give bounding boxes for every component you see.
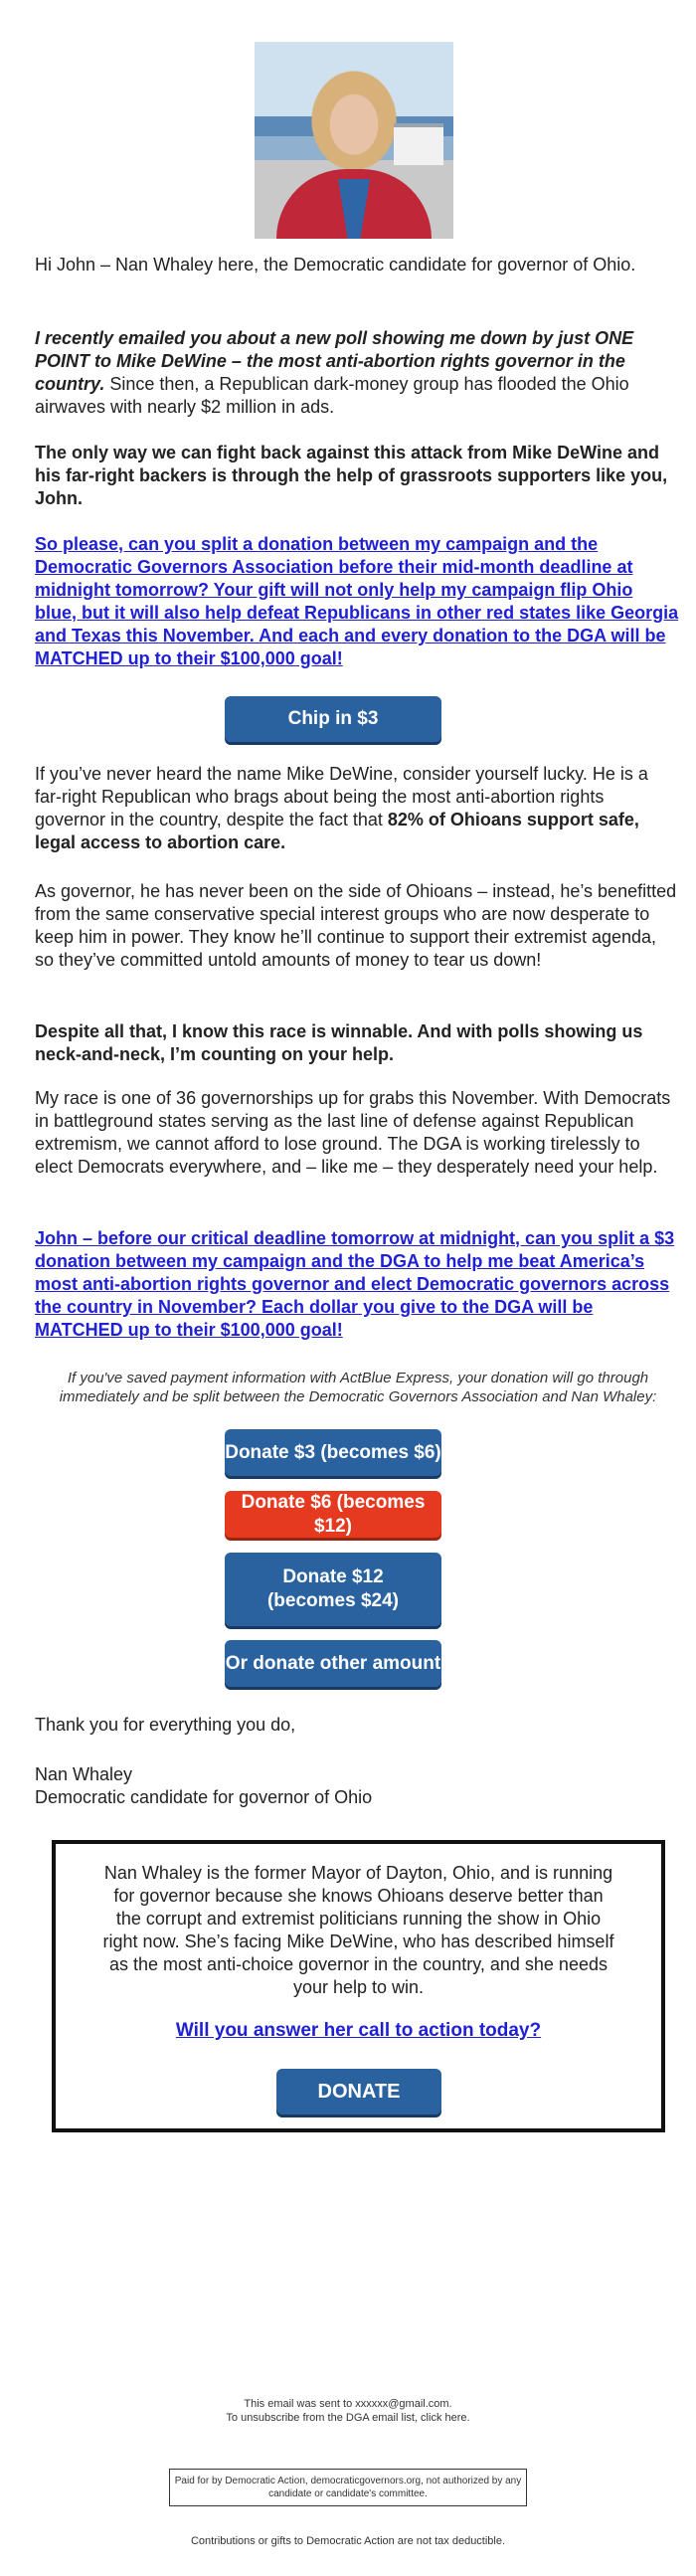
- unsubscribe-link[interactable]: To unsubscribe from the DGA email list, click here.: [226, 2412, 470, 2424]
- poll-emphasis: I recently emailed you about a new poll showing me down by just ONE POINT to Mike DeWine – the most anti-abortion rights governor in the country.: [35, 328, 634, 394]
- governor-paragraph: As governor, he has never been on the side of Ohioans – instead, he’s benefitted from the same conservative special interest groups who are now desperate to keep him in power. They know he’ll continue to support their extremist agenda, so they’ve committed untold amounts of money to tear us down!: [35, 881, 677, 970]
- governorships-paragraph: My race is one of 36 governorships up for grabs this November. With Democrats in battleground states serving as the last line of defense against Republican extremism, we cannot afford to lose ground. The DGA is working tirelessly to elect Democrats everywhere, and – like me – they desperately need your help.: [35, 1088, 671, 1177]
- donate-button[interactable]: DONATE: [276, 2069, 441, 2115]
- paid-for-disclaimer: Paid for by Democratic Action, democraticgovernors.org, not authorized by any candidate or candidate's committee.: [169, 2469, 527, 2506]
- winnable-paragraph: Despite all that, I know this race is winnable. And with polls showing us neck-and-neck, I’m counting on your help.: [35, 1021, 643, 1064]
- donation-ask-link[interactable]: So please, can you split a donation between my campaign and the Democratic Governors Association before their mid-month deadline at midnight tomorrow? Your gift will not only help my campaign flip Ohio blue, but it will also help defeat Republicans in other red states like Georgia and Texas this November. And each and every donation to the DGA will be MATCHED up to their $100,000 goal!: [35, 534, 679, 668]
- actblue-express-note: If you've saved payment information with ActBlue Express, your donation will go through immediately and be split between the Democratic Governors Association and Nan Whaley:: [59, 1370, 657, 1405]
- donate-other-button[interactable]: Or donate other amount: [225, 1640, 441, 1687]
- tax-disclaimer: Contributions or gifts to Democratic Action are not tax deductible.: [190, 2535, 506, 2547]
- donate-6-button[interactable]: Donate $6 (becomes $12): [225, 1491, 441, 1538]
- thanks-text: Thank you for everything you do,: [35, 1715, 296, 1735]
- call-to-action-link[interactable]: Will you answer her call to action today?: [175, 2020, 542, 2041]
- dewine-text: If you’ve never heard the name Mike DeWine, consider yourself lucky. He is a far-right Republican who brags about being the most anti-abortion rights governor in the country, despite the fact that: [35, 764, 648, 829]
- candidate-photo: [255, 42, 453, 239]
- sent-to-text: This email was sent to xxxxxx@gmail.com.: [244, 2398, 452, 2410]
- donate-12-button[interactable]: Donate $12 (becomes $24): [225, 1553, 441, 1626]
- signature-name: Nan Whaley: [35, 1764, 133, 1784]
- fight-back-paragraph: The only way we can fight back against this attack from Mike DeWine and his far-right backers is through the help of grassroots supporters like you, John.: [35, 443, 668, 508]
- chip-in-button[interactable]: Chip in $3: [225, 696, 441, 742]
- bio-box: [52, 1840, 665, 2132]
- signature-title: Democratic candidate for governor of Ohio: [35, 1787, 373, 1807]
- donate-3-button[interactable]: Donate $3 (becomes $6): [225, 1429, 441, 1476]
- poll-paragraph: [35, 327, 679, 419]
- poll-rest: Since then, a Republican dark-money group has flooded the Ohio airwaves with nearly $2 million in ads.: [35, 374, 629, 417]
- dewine-paragraph: [35, 763, 679, 854]
- ohioans-stat: 82% of Ohioans support safe, legal access to abortion care.: [35, 810, 639, 852]
- deadline-ask-link[interactable]: John – before our critical deadline tomorrow at midnight, can you split a $3 donation between my campaign and the DGA to help me beat America’s most anti-abortion rights governor and elect Democratic governors across the country in November? Each dollar you give to the DGA will be MATCHED up to their $100,000 goal!: [35, 1228, 675, 1340]
- greeting-text: Hi John – Nan Whaley here, the Democratic candidate for governor of Ohio.: [35, 255, 636, 275]
- bio-text: Nan Whaley is the former Mayor of Dayton, Ohio, and is running for governor because she knows Ohioans deserve better than the corrupt and extremist politicians running the show in Ohio right now. She’s facing Mike DeWine, who has described himself as the most anti-choice governor in the country, and she needs your help to win.: [102, 1863, 614, 1997]
